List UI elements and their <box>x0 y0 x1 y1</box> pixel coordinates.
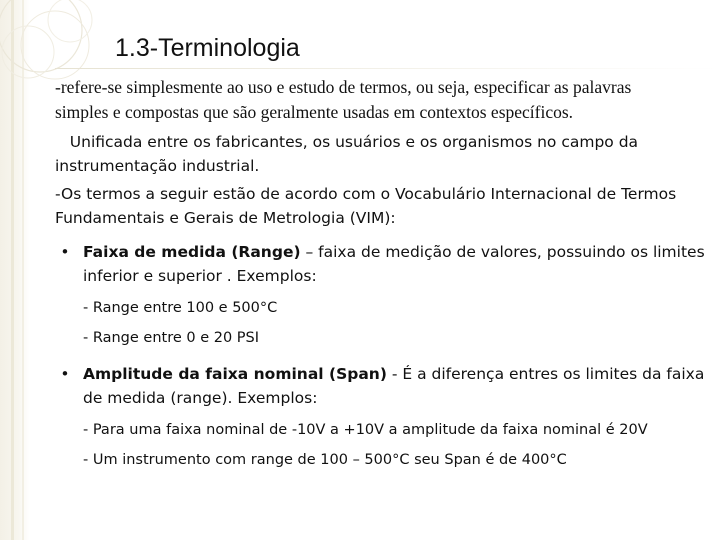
span-example-2: - Um instrumento com range de 100 – 500°C seu Span é de 400°C <box>83 452 567 468</box>
bullet-marker: • <box>60 243 70 261</box>
span-example-1: - Para uma faixa nominal de -10V a +10V a amplitude da faixa nominal é 20V <box>83 422 648 438</box>
span-definition: - É a diferença entres os limites da faixa <box>386 365 705 383</box>
unification-line-2: instrumentação industrial. <box>55 157 260 175</box>
slide-title: 1.3-Terminologia <box>115 34 300 62</box>
vim-line-2: Fundamentais e Gerais de Metrologia (VIM): <box>55 209 396 227</box>
definition-line-1: -refere-se simplesmente ao uso e estudo de termos, ou seja, especificar as palavras <box>55 77 632 97</box>
bullet-range-line-1 <box>83 240 720 264</box>
bullet-span-line-2: de medida (range). Exemplos: <box>83 389 318 407</box>
bullet-range-body <box>83 240 720 350</box>
unification-line-1: Unificada entre os fabricantes, os usuários e os organismos no campo da <box>55 133 639 151</box>
bullet-span-line-1 <box>83 362 720 386</box>
range-example-1: - Range entre 100 e 500°C <box>83 300 278 316</box>
term-span: Amplitude da faixa nominal (Span) <box>83 365 387 383</box>
title-divider <box>55 68 720 69</box>
term-range: Faixa de medida (Range) <box>83 243 301 261</box>
definition-line-2: simples e compostas que são geralmente usadas em contextos específicos. <box>55 102 574 122</box>
bullet-marker: • <box>60 365 70 383</box>
range-example-2: - Range entre 0 e 20 PSI <box>83 330 260 346</box>
bullet-range-line-2: inferior e superior . Exemplos: <box>83 267 317 285</box>
range-definition: – faixa de medição de valores, possuindo os limites <box>300 243 705 261</box>
vim-line-1: -Os termos a seguir estão de acordo com o Vocabulário Internacional de Termos <box>55 185 677 203</box>
bullet-span-body <box>83 362 720 472</box>
